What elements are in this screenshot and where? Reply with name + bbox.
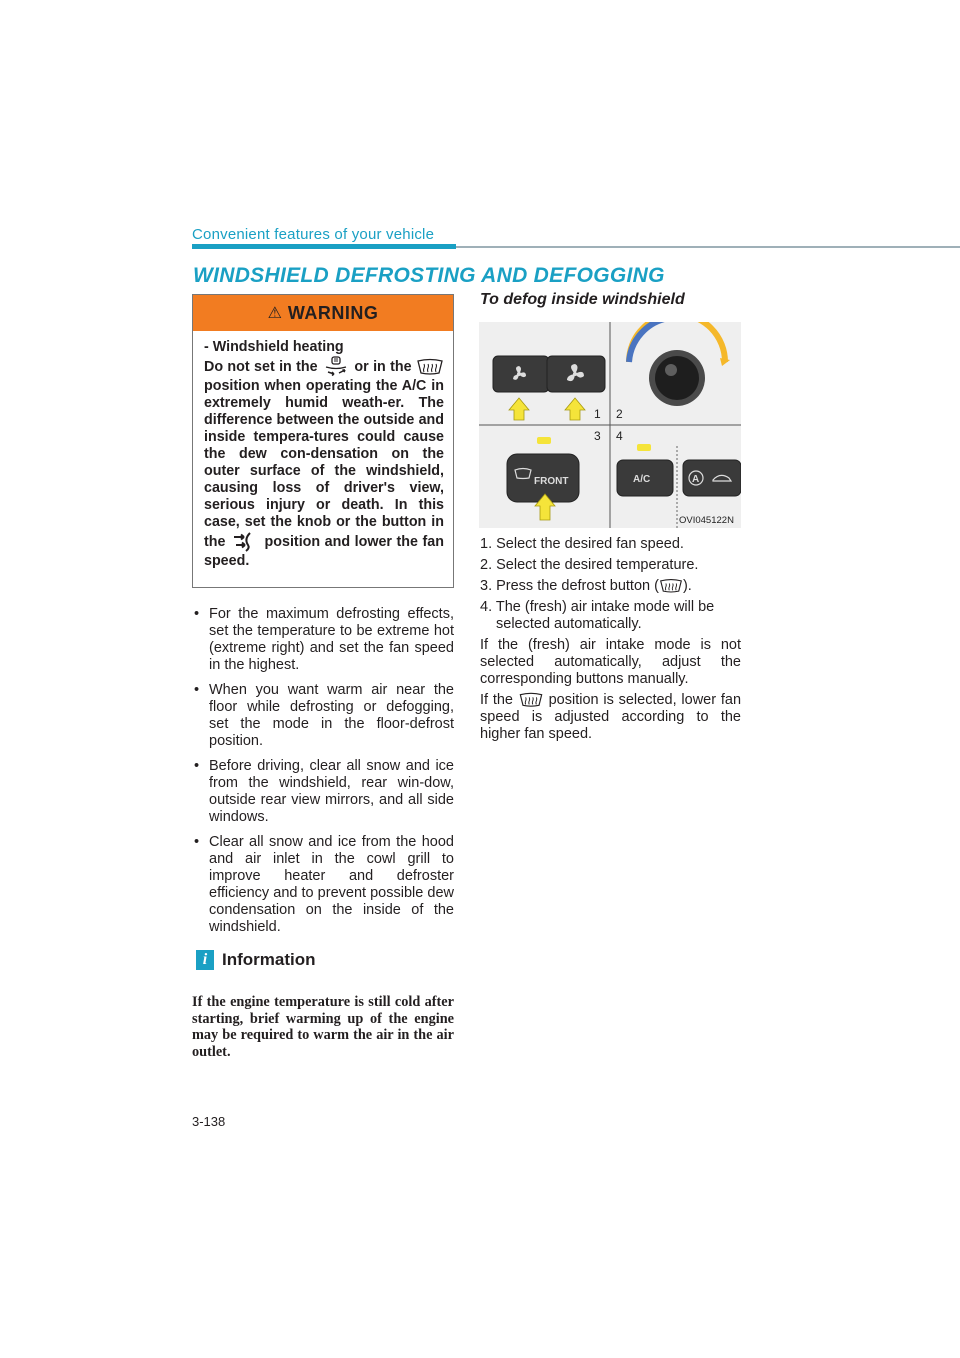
panel-label-2: 2 (616, 407, 623, 421)
info-header (196, 950, 316, 970)
section-header (192, 226, 842, 250)
paragraph-fan-speed (480, 692, 741, 743)
panel-label-1: 1 (594, 407, 601, 421)
info-icon: i (196, 950, 214, 970)
list-item (192, 834, 454, 936)
warning-text (204, 356, 444, 570)
bullet-marker: • (194, 834, 200, 850)
step-4: 4. The (fresh) air intake mode will be selected automatically. (480, 599, 715, 632)
list-item-text: Clear all snow and ice from the hood and air inlet in the cowl grill to improve heater and defroster efficiency and to prevent possible dew condensation on the inside of the windshield. (209, 834, 454, 935)
list-item-text: Before driving, clear all snow and ice from the windshield, rear win-dow, outside rear view mirrors, and all side windows. (209, 758, 454, 825)
paragraph-text-a: If the (480, 692, 513, 708)
auto-symbol: A (692, 474, 700, 485)
tips-list (192, 606, 454, 944)
warning-header (193, 295, 453, 331)
defog-steps (480, 536, 741, 747)
panel-label-3: 3 (594, 429, 601, 443)
list-item (192, 758, 454, 826)
front-defrost-icon (659, 578, 683, 594)
figure-code: OVI045122N (679, 515, 734, 526)
warning-text-1: Do not set in the (204, 358, 318, 375)
bullet-marker: • (194, 682, 200, 698)
warning-text-2: or in the (354, 358, 412, 375)
info-title: Information (222, 950, 316, 969)
section-bar (192, 244, 456, 249)
front-defrost-icon (518, 692, 544, 708)
section-label: Convenient features of your vehicle (192, 226, 435, 243)
defog-title: To defog inside windshield (480, 291, 685, 308)
panel-label-4: 4 (616, 429, 623, 443)
list-item-text: For the maximum defrosting effects, set the temperature to be extreme hot (extreme right) and set the fan speed in the highest. (209, 606, 454, 673)
front-defrost-icon (416, 358, 444, 376)
page-title: WINDSHIELD DEFROSTING AND DEFOGGING (193, 264, 665, 287)
warning-text-3: position when operating the A/C in extremely humid weath-er. The difference between the outside and inside tempera-tures could cause the dew con-densation on the outer surface of the windshield, causing loss of driver's view, serious injury or death. In this case, set the knob or the button in the (204, 378, 444, 550)
list-item (192, 606, 454, 674)
warning-body (193, 331, 453, 570)
paragraph-text-b: position is selected, lower fan speed is adjusted according to the higher fan speed. (480, 692, 742, 742)
step-3 (480, 578, 741, 595)
floor-defrost-icon (322, 356, 350, 378)
warning-box (192, 294, 454, 588)
step-3-text-b: ). (682, 578, 692, 594)
bullet-marker: • (194, 606, 200, 622)
step-3-text-a: 3. Press the defrost button ( (480, 578, 659, 594)
face-vent-icon (230, 531, 260, 553)
section-rule (456, 246, 960, 248)
bullet-marker: • (194, 758, 200, 774)
warning-title: WARNING (287, 302, 379, 323)
list-item-text: When you want warm air near the floor while defrosting or defogging, set the mode in the floor-defrost position. (209, 682, 454, 749)
warning-triangle-icon: ⚠ (267, 305, 282, 322)
climate-control-figure (479, 322, 741, 528)
front-button-label: FRONT (534, 476, 569, 487)
paragraph-manual-adjust: If the (fresh) air intake mode is not selected automatically, adjust the corresponding buttons manually. (480, 637, 741, 687)
warning-text-4: position and lower the fan speed. (204, 533, 444, 569)
ac-button-label: A/C (633, 474, 651, 485)
step-2: 2. Select the desired temperature. (480, 557, 699, 573)
list-item (192, 682, 454, 750)
warning-heading: - Windshield heating (204, 339, 344, 355)
info-text: If the engine temperature is still cold after starting, brief warming up of the engine may be required to warm the air in the air outlet. (192, 994, 454, 1060)
page-number: 3-138 (192, 1114, 226, 1129)
step-1: 1. Select the desired fan speed. (480, 536, 684, 552)
